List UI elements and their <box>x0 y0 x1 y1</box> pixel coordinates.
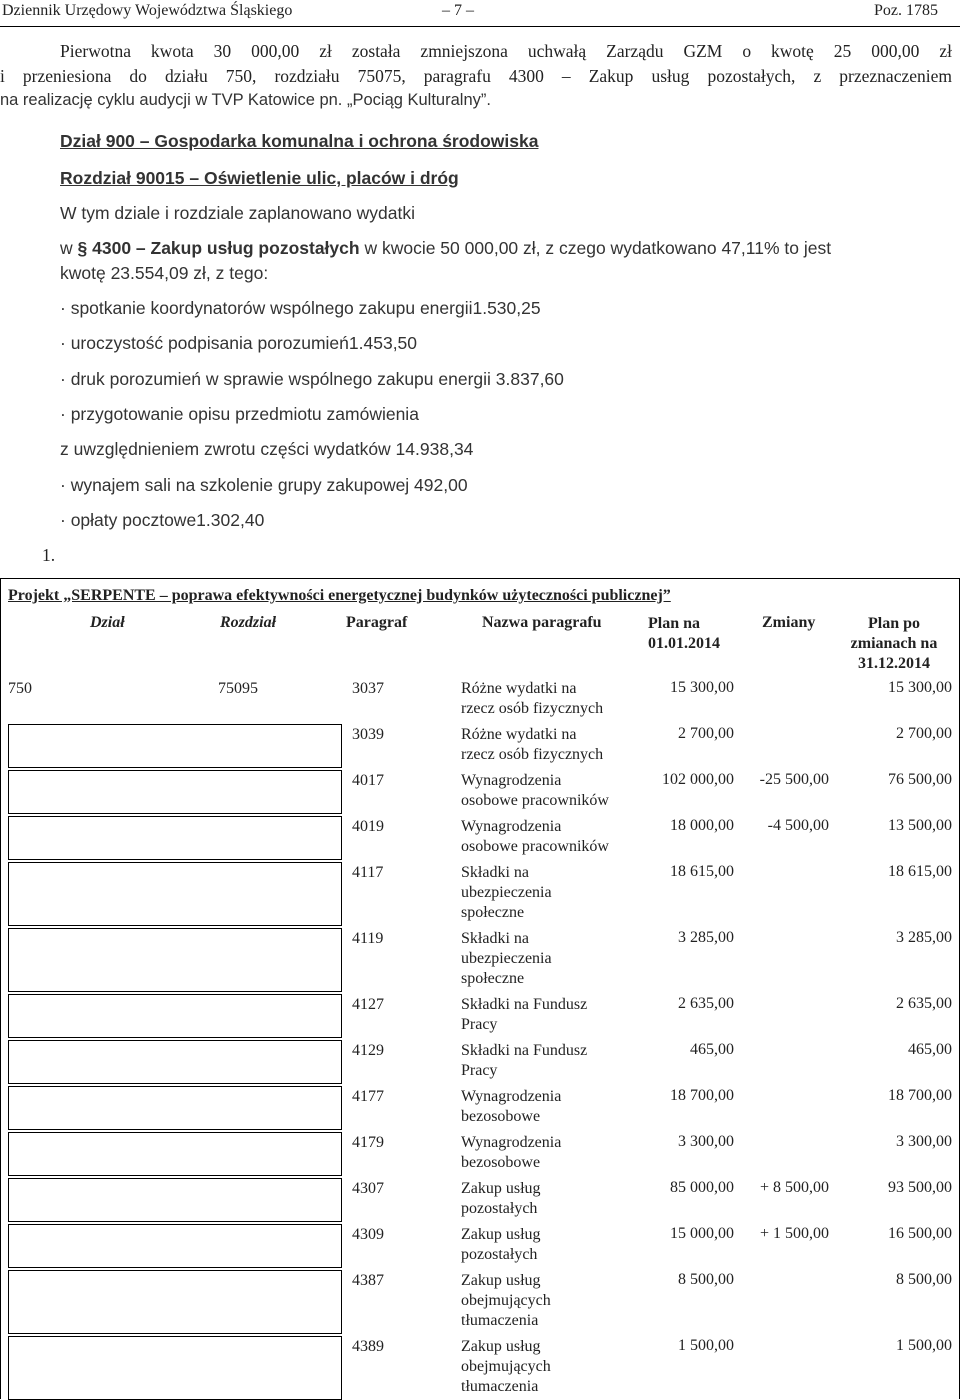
cell-nazwa-line: Pracy <box>461 1062 498 1079</box>
cell-nazwa-line: ubezpieczenia <box>461 950 552 967</box>
cell-plan-po: 3 285,00 <box>896 929 952 946</box>
cell-nazwa <box>461 725 603 765</box>
empty-cell-box <box>8 1336 342 1400</box>
col-header-plan-line: 01.01.2014 <box>648 635 720 652</box>
cell-nazwa-line: Różne wydatki na <box>461 680 577 697</box>
cell-plan-po: 16 500,00 <box>888 1225 952 1242</box>
cell-plan: 3 300,00 <box>678 1133 734 1150</box>
paragraph-line-1 <box>60 238 831 259</box>
intro-line-1: Pierwotna kwota 30 000,00 zł została zmniejszona uchwałą Zarządu GZM o kwotę 25 000,00 zł <box>60 41 952 61</box>
cell-plan: 102 000,00 <box>662 771 734 788</box>
cell-nazwa-line: Składki na Fundusz <box>461 996 588 1013</box>
cell-zmiany: -4 500,00 <box>767 817 829 834</box>
expense-item: · przygotowanie opisu przedmiotu zamówienia <box>60 404 419 424</box>
cell-plan-po: 15 300,00 <box>888 679 952 696</box>
cell-plan-po: 2 700,00 <box>896 725 952 742</box>
intro-line-2: i przeniesiona do działu 750, rozdziału 75075, paragrafu 4300 – Zakup usług pozostałych, z przeznaczeniem <box>0 66 952 86</box>
cell-nazwa <box>461 771 609 811</box>
empty-cell-box <box>8 862 342 926</box>
cell-plan-po: 465,00 <box>908 1041 952 1058</box>
cell-plan-po: 76 500,00 <box>888 771 952 788</box>
cell-plan: 1 500,00 <box>678 1337 734 1354</box>
col-header-plan-po-line: Plan po <box>867 615 920 632</box>
cell-plan: 15 000,00 <box>670 1225 734 1242</box>
expense-item: · spotkanie koordynatorów wspólnego zakupu energii1.530,25 <box>60 298 541 318</box>
cell-zmiany: -25 500,00 <box>759 771 829 788</box>
cell-plan-po: 93 500,00 <box>888 1179 952 1196</box>
col-header-paragraf: Paragraf <box>346 614 408 631</box>
cell-paragraf: 4129 <box>352 1042 384 1059</box>
cell-nazwa-line: społeczne <box>461 904 525 921</box>
cell-nazwa-line: Różne wydatki na <box>461 726 577 743</box>
cell-plan: 18 615,00 <box>670 863 734 880</box>
cell-nazwa-line: społeczne <box>461 970 525 987</box>
cell-paragraf: 4387 <box>352 1272 384 1289</box>
paragraph-w: w <box>60 238 73 258</box>
empty-cell-box <box>8 1086 342 1130</box>
journal-title: Dziennik Urzędowy Województwa Śląskiego <box>2 2 293 19</box>
col-header-plan <box>648 614 720 654</box>
col-header-plan-po-line: 31.12.2014 <box>858 655 930 672</box>
section-dzial-heading: Dział 900 – Gospodarka komunalna i ochrona środowiska <box>60 131 539 151</box>
intro-line-3: na realizację cyklu audycji w TVP Katowice pn. „Pociąg Kulturalny”. <box>0 91 491 109</box>
cell-dzial: 750 <box>8 680 32 697</box>
col-header-plan-po <box>848 614 940 674</box>
empty-cell-box <box>8 928 342 992</box>
cell-zmiany: + 8 500,00 <box>759 1179 829 1196</box>
empty-cell-box <box>8 724 342 768</box>
cell-nazwa <box>461 1337 551 1397</box>
cell-nazwa-line: tłumaczenia <box>461 1378 539 1395</box>
cell-plan-po: 8 500,00 <box>896 1271 952 1288</box>
cell-nazwa-line: Składki na <box>461 864 529 881</box>
cell-nazwa-line: Wynagrodzenia <box>461 1088 562 1105</box>
col-header-plan-po-line: zmianach na <box>850 635 938 652</box>
cell-plan: 2 635,00 <box>678 995 734 1012</box>
cell-nazwa-line: Zakup usług <box>461 1272 541 1289</box>
paragraph-sign: § <box>77 238 88 258</box>
cell-nazwa-line: osobowe pracowników <box>461 838 609 855</box>
cell-paragraf: 4307 <box>352 1180 384 1197</box>
empty-cell-box <box>8 1132 342 1176</box>
cell-nazwa-line: Zakup usług <box>461 1180 541 1197</box>
cell-plan-po: 18 615,00 <box>888 863 952 880</box>
cell-paragraf: 4389 <box>352 1338 384 1355</box>
col-header-zmiany: Zmiany <box>762 614 816 631</box>
cell-plan: 18 700,00 <box>670 1087 734 1104</box>
cell-nazwa-line: Wynagrodzenia <box>461 818 562 835</box>
cell-paragraf: 4309 <box>352 1226 384 1243</box>
cell-paragraf: 4017 <box>352 772 384 789</box>
cell-nazwa-line: bezosobowe <box>461 1108 541 1125</box>
expense-item: · opłaty pocztowe1.302,40 <box>60 510 265 530</box>
cell-nazwa-line: rzecz osób fizycznych <box>461 700 604 717</box>
cell-nazwa-line: Zakup usług <box>461 1338 541 1355</box>
empty-cell-box <box>8 1270 342 1334</box>
cell-nazwa <box>461 1271 551 1331</box>
empty-cell-box <box>8 770 342 814</box>
position-number: Poz. 1785 <box>874 2 938 19</box>
cell-nazwa <box>461 1133 561 1173</box>
cell-plan: 15 300,00 <box>670 679 734 696</box>
cell-nazwa-line: tłumaczenia <box>461 1312 539 1329</box>
header-rule <box>0 26 960 27</box>
paragraph-rest: w kwocie 50 000,00 zł, z czego wydatkowano 47,11% to jest <box>364 238 832 258</box>
cell-nazwa <box>461 817 609 857</box>
cell-nazwa-line: bezosobowe <box>461 1154 541 1171</box>
cell-plan-po: 13 500,00 <box>888 817 952 834</box>
cell-nazwa-line: Wynagrodzenia <box>461 772 562 789</box>
section-planned-text: W tym dziale i rozdziale zaplanowano wydatki <box>60 203 416 223</box>
cell-plan: 8 500,00 <box>678 1271 734 1288</box>
cell-paragraf: 4119 <box>352 930 384 947</box>
cell-nazwa <box>461 1041 587 1081</box>
cell-nazwa-line: Pracy <box>461 1016 498 1033</box>
cell-plan-po: 2 635,00 <box>896 995 952 1012</box>
cell-nazwa <box>461 679 603 719</box>
empty-cell-box <box>8 994 342 1038</box>
empty-cell-box <box>8 816 342 860</box>
cell-plan: 18 000,00 <box>670 817 734 834</box>
cell-paragraf: 4117 <box>352 864 384 881</box>
list-number: 1. <box>42 545 56 565</box>
cell-plan: 3 285,00 <box>678 929 734 946</box>
expense-item: · wynajem sali na szkolenie grupy zakupowej 492,00 <box>60 475 468 495</box>
paragraph-line-2: kwotę 23.554,09 zł, z tego: <box>60 263 269 283</box>
section-rozdzial-heading: Rozdział 90015 – Oświetlenie ulic, placów i dróg <box>60 168 459 188</box>
cell-rozdzial: 75095 <box>218 680 258 697</box>
cell-nazwa <box>461 929 552 989</box>
cell-nazwa-line: Składki na Fundusz <box>461 1042 588 1059</box>
col-header-rozdzial: Rozdział <box>220 614 277 631</box>
cell-plan-po: 1 500,00 <box>896 1337 952 1354</box>
cell-plan: 465,00 <box>690 1041 734 1058</box>
cell-plan: 85 000,00 <box>670 1179 734 1196</box>
cell-nazwa-line: Zakup usług <box>461 1226 541 1243</box>
cell-nazwa-line: rzecz osób fizycznych <box>461 746 604 763</box>
cell-nazwa <box>461 1225 541 1265</box>
cell-plan-po: 18 700,00 <box>888 1087 952 1104</box>
col-header-nazwa: Nazwa paragrafu <box>482 614 602 631</box>
cell-paragraf: 4019 <box>352 818 384 835</box>
empty-cell-box <box>8 1224 342 1268</box>
cell-plan: 2 700,00 <box>678 725 734 742</box>
cell-paragraf: 3037 <box>352 680 384 697</box>
cell-nazwa-line: pozostałych <box>461 1200 538 1217</box>
expense-item: · uroczystość podpisania porozumień1.453,50 <box>60 333 418 353</box>
col-header-plan-line: Plan na <box>648 615 701 632</box>
paragraph-bold: 4300 – Zakup usług pozostałych <box>92 238 360 258</box>
cell-nazwa-line: obejmujących <box>461 1292 551 1309</box>
cell-nazwa-line: Wynagrodzenia <box>461 1134 562 1151</box>
expense-item: · druk porozumień w sprawie wspólnego zakupu energii 3.837,60 <box>60 369 564 389</box>
cell-paragraf: 3039 <box>352 726 384 743</box>
page-number: – 7 – <box>442 2 474 19</box>
cell-nazwa-line: osobowe pracowników <box>461 792 609 809</box>
expense-item: z uwzględnieniem zwrotu części wydatków 14.938,34 <box>60 439 474 459</box>
cell-nazwa-line: obejmujących <box>461 1358 551 1375</box>
col-header-dzial: Dział <box>90 614 125 631</box>
cell-nazwa-line: ubezpieczenia <box>461 884 552 901</box>
project-title: Projekt „SERPENTE – poprawa efektywności energetycznej budynków użyteczności publicznej” <box>8 587 671 604</box>
empty-cell-box <box>8 1040 342 1084</box>
cell-nazwa <box>461 863 552 923</box>
cell-plan-po: 3 300,00 <box>896 1133 952 1150</box>
cell-nazwa <box>461 995 587 1035</box>
cell-nazwa <box>461 1087 561 1127</box>
cell-nazwa <box>461 1179 541 1219</box>
cell-paragraf: 4127 <box>352 996 384 1013</box>
cell-paragraf: 4179 <box>352 1134 384 1151</box>
cell-nazwa-line: Składki na <box>461 930 529 947</box>
empty-cell-box <box>8 1178 342 1222</box>
cell-nazwa-line: pozostałych <box>461 1246 538 1263</box>
cell-zmiany: + 1 500,00 <box>759 1225 829 1242</box>
cell-paragraf: 4177 <box>352 1088 384 1105</box>
